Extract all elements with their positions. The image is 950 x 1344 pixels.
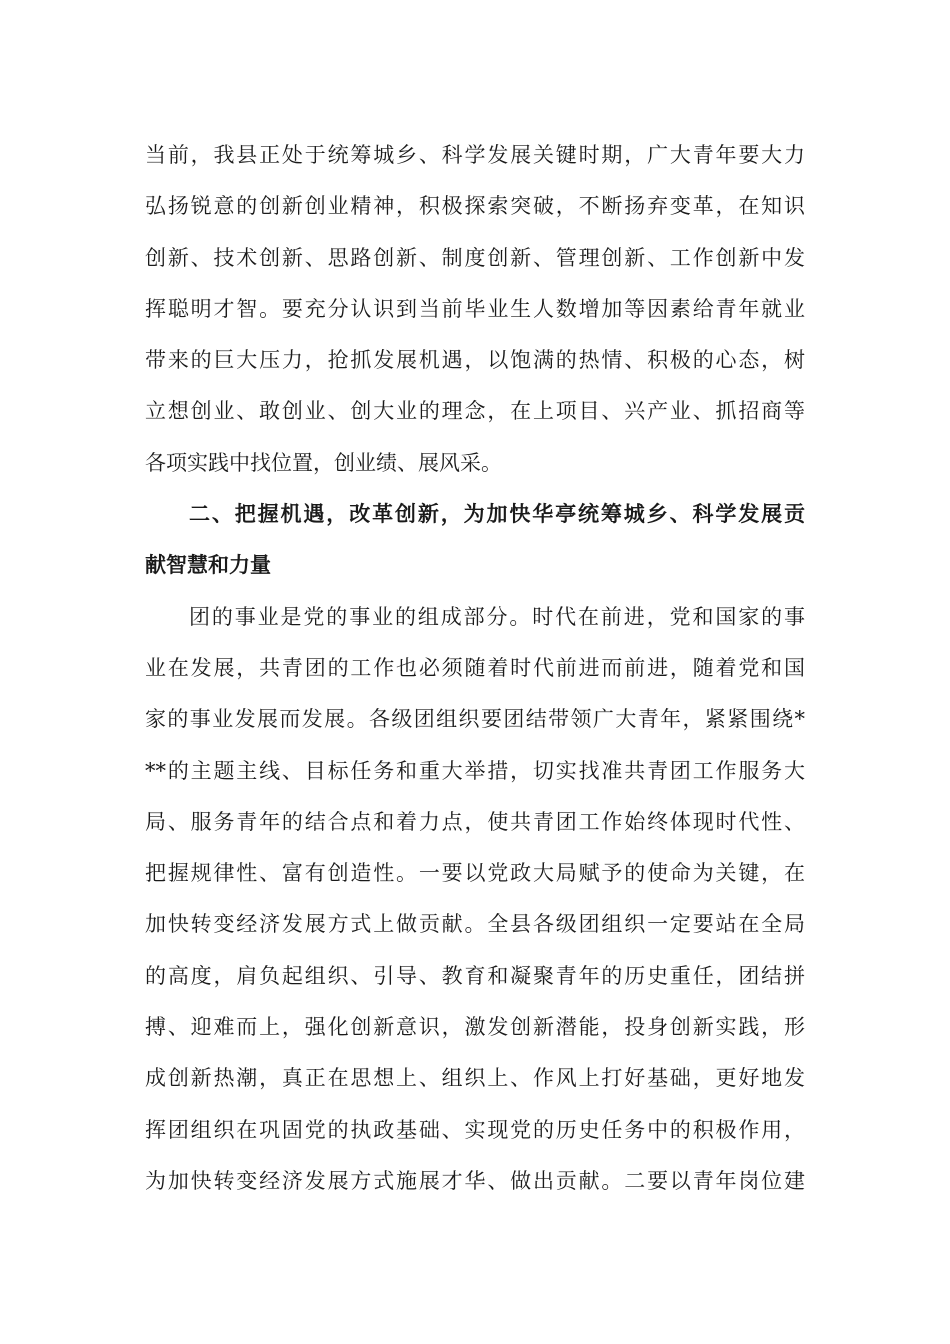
text-line: 当前，我县正处于统筹城乡、科学发展关键时期，广大青年要大力 bbox=[145, 143, 805, 167]
text-line: 业在发展，共青团的工作也必须随着时代前进而前进，随着党和国 bbox=[145, 655, 805, 680]
text-line: 家的事业发展而发展。各级团组织要团结带领广大青年，紧紧围绕* bbox=[145, 707, 805, 732]
text-line: 成创新热潮，真正在思想上、组织上、作风上打好基础，更好地发 bbox=[145, 1066, 805, 1091]
text-line: **的主题主线、目标任务和重大举措，切实找准共青团工作服务大 bbox=[145, 758, 805, 783]
text-line: 团的事业是党的事业的组成部分。时代在前进，党和国家的事 bbox=[189, 604, 805, 629]
heading-line: 二、把握机遇，改革创新，为加快华亭统筹城乡、科学发展贡 bbox=[189, 502, 805, 527]
paragraph-2 bbox=[145, 592, 805, 1208]
section-heading bbox=[145, 489, 805, 592]
text-line: 加快转变经济发展方式上做贡献。全县各级团组织一定要站在全局 bbox=[145, 912, 805, 937]
text-line: 带来的巨大压力，抢抓发展机遇，以饱满的热情、积极的心态，树 bbox=[145, 348, 805, 373]
text-line: 搏、迎难而上，强化创新意识，激发创新潜能，投身创新实践，形 bbox=[145, 1015, 805, 1040]
text-line: 把握规律性、富有创造性。一要以党政大局赋予的使命为关键，在 bbox=[145, 861, 805, 886]
paragraph-1 bbox=[145, 130, 805, 489]
text-line: 各项实践中找位置，创业绩、展风采。 bbox=[145, 450, 502, 475]
text-line: 挥聪明才智。要充分认识到当前毕业生人数增加等因素给青年就业 bbox=[145, 296, 805, 321]
text-line: 立想创业、敢创业、创大业的理念，在上项目、兴产业、抓招商等 bbox=[145, 399, 805, 424]
text-line: 为加快转变经济发展方式施展才华、做出贡献。二要以青年岗位建 bbox=[145, 1168, 805, 1193]
text-line: 局、服务青年的结合点和着力点，使共青团工作始终体现时代性、 bbox=[145, 809, 805, 834]
heading-line: 献智慧和力量 bbox=[145, 553, 271, 578]
text-line: 创新、技术创新、思路创新、制度创新、管理创新、工作创新中发 bbox=[145, 245, 805, 270]
text-line: 的高度，肩负起组织、引导、教育和凝聚青年的历史重任，团结拼 bbox=[145, 963, 805, 988]
text-line: 弘扬锐意的创新创业精神，积极探索突破，不断扬弃变革，在知识 bbox=[145, 194, 805, 219]
text-line: 挥团组织在巩固党的执政基础、实现党的历史任务中的积极作用， bbox=[145, 1117, 805, 1142]
document-body bbox=[145, 130, 805, 1207]
